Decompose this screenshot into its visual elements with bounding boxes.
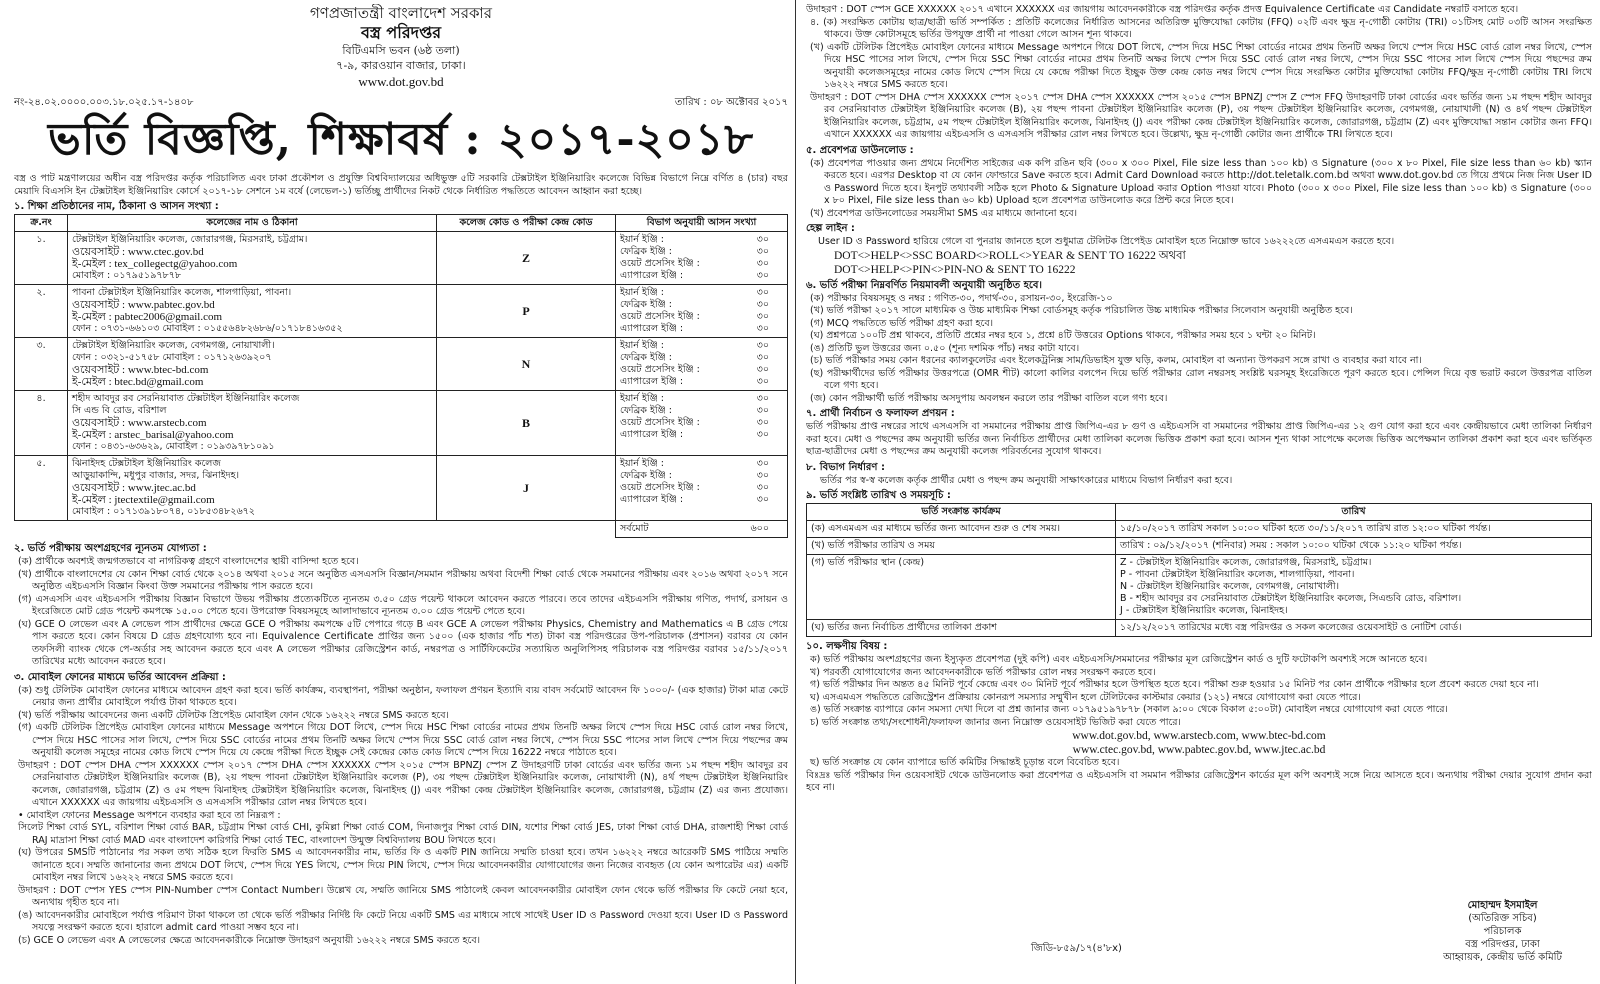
helpline-text: User ID ও Password হারিয়ে গেলে বা পুনরায় জানতে হলে শুধুমাত্র টেলিটক প্রিপেইড মোবাইল হতে নিম্নোক্ত ভাবে ১৬২২২তে এসএমএস করতে হবে। — [818, 236, 1395, 247]
section-3-title: ৩. মোবাইল ফোনের মাধ্যমে ভর্তির আবেদন প্রক্রিয়া : — [14, 671, 226, 683]
college-detail-line: আড়ুয়াকান্দি, মধুপুর বাজার, সদর, ঝিনাইদহ। — [72, 470, 240, 481]
college-serial: ৫. — [15, 456, 68, 521]
dept-name: ফেব্রিক ইঞ্জি : — [620, 299, 672, 310]
college-row — [15, 285, 788, 338]
section-2-title: ২. ভর্তি পরীক্ষায় অংশগ্রহণের ন্যূনতম যোগ্যতা : — [14, 543, 207, 554]
college-seats — [616, 338, 788, 391]
college-details — [68, 232, 437, 285]
dept-seats: ৩০ — [756, 364, 769, 375]
college-table-body — [15, 232, 788, 538]
schedule-date-line: B - শহীদ আবদুর রব সেরনিয়াবাত টেক্সটাইল ইঞ্জিনিয়ারিং কলেজ, সিএন্ডবি রোড, বরিশাল। — [1120, 593, 1462, 604]
dept-name: ওয়েট প্রসেসিং ইঞ্জি : — [620, 258, 700, 269]
col-code: কলেজ কোড ও পরীক্ষা কেন্দ্র কোড — [437, 215, 616, 232]
seat-row — [620, 311, 783, 323]
seat-row — [620, 458, 783, 470]
dept-name: এ্যাপারেল ইঞ্জি : — [620, 323, 684, 334]
seat-row — [620, 340, 783, 352]
address: ৭-৯, কারওয়ান বাজার, ঢাকা। — [336, 59, 466, 72]
college-serial: ২. — [15, 285, 68, 338]
notable-item: খ) পরবর্তী যোগাযোগের জন্য আবেদনকারীকে ভর্তি পরীক্ষার রোল নম্বর সংরক্ষণ করতে হবে। — [810, 666, 1156, 678]
seat-row — [620, 417, 783, 429]
helpline-sms-1: DOT<>HELP<>SSC BOARD<>ROLL<>YEAR & SENT TO 16222 অথবা — [834, 249, 1186, 262]
exam-rule-item: (ঙ) প্রতিটি ভুল উত্তরের জন্য ০.৫০ (শূন্য দশমিক পাঁচ) নম্বর কাটা যাবে। — [810, 342, 1080, 354]
college-code: Z — [437, 232, 616, 285]
seat-row — [620, 393, 783, 405]
col-college: কলেজের নাম ও ঠিকানা — [68, 215, 437, 232]
schedule-col-date: তারিখ — [1116, 504, 1592, 521]
college-detail-line: সি এন্ড বি রোড, বরিশাল — [72, 405, 167, 416]
schedule-body — [807, 521, 1592, 637]
schedule-activity: (গ) ভর্তি পরীক্ষার স্থান (কেন্দ্র) — [807, 555, 1116, 620]
dept-seats: ৩০ — [756, 311, 769, 322]
college-seats — [616, 285, 788, 338]
dept-seats: ৩০ — [756, 287, 769, 298]
college-detail-line: ই-মেইল : tex_collegectg@yahoo.com — [72, 258, 238, 270]
right-column — [806, 4, 1592, 980]
section-6-title: ৬. ভর্তি পরীক্ষা নিম্নবর্ণিত নিয়মাবলী অনুযায়ী অনুষ্ঠিত হবে। — [806, 279, 1042, 291]
college-table-header — [15, 215, 788, 232]
building-name: বিটিএমসি ভবন (৬ষ্ঠ তলা) — [342, 44, 460, 57]
college-seats — [616, 391, 788, 456]
signatory-name: মোহাম্মদ ইসমাইল — [1467, 900, 1538, 911]
college-details — [68, 285, 437, 338]
final-note: ছ) ভর্তি সংক্রান্ত যে কোন ব্যাপারে ভর্তি কমিটির সিদ্ধান্তই চূড়ান্ত বলে বিবেচিত হবে। — [810, 757, 1120, 768]
schedule-date-line: J - টেক্সটাইল ইঞ্জিনিয়ারিং কলেজ, ঝিনাইদহ। — [1120, 605, 1288, 616]
dept-name: ফেব্রিক ইঞ্জি : — [620, 405, 672, 416]
exam-rule-item: (খ) ভর্তি পরীক্ষা ২০১৭ সালে মাধ্যমিক ও উচ্চ মাধ্যমিক শিক্ষা বোর্ডসমূহ কর্তৃক পরিচালিত উচ্চ মাধ্যমিক পরীক্ষার সিলেবাস অনুযায়ী অনুষ্ঠিত হবে। — [810, 305, 1353, 316]
exam-rule-item: (ঘ) প্রশ্নপত্রে ১০০টি প্রশ্ন থাকবে, প্রতিটি প্রশ্নের নম্বর হবে ১, প্রশ্নে ৪টি উত্তরের Options থাকবে, পরীক্ষার সময় হবে ১ ঘন্টা ২০ মিনিট। — [810, 330, 1316, 341]
college-detail-line: টেক্সটাইল ইঞ্জিনিয়ারিং কলেজ, জোরারগঞ্জ, মিরসরাই, চট্টগ্রাম। — [72, 234, 308, 245]
seat-row — [620, 494, 783, 506]
seat-row — [620, 270, 783, 282]
eligibility-item: (গ) এসএসসি এবং এইচএসসি পরীক্ষায় বিজ্ঞান বিভাগে উভয় পরীক্ষায় প্রত্যেকটিতে ন্যূনতম ৩.৫০ গ্রেড পয়েন্ট থাকলে আবেদন করতে পারবে। তবে তাদের এইচএসসি পরীক্ষায় গণিত, পদার্থ, রসায়ন ও ইংরেজিতে মোট গ্রেড পয়েন্ট কমপক্ষে ১৫.০০ পেতে হবে। উপরোক্ত বিষয়সমূহে আলাদাভাবে ন্যূনতম ৩.০০ গ্রেড পয়েন্ট পেতে হবে। — [18, 593, 788, 617]
dept-name: ইয়ার্ন ইঞ্জি : — [620, 393, 664, 404]
signatory-committee: আহ্বায়ক, কেন্দ্রীয় ভর্তি কমিটি — [1443, 952, 1562, 963]
college-code: J — [437, 456, 616, 521]
seat-row — [620, 352, 783, 364]
dept-seats: ৩০ — [756, 393, 769, 404]
exam-rule-item: (ক) পরীক্ষার বিষয়সমূহ ও নম্বর : গণিত-৩০, পদার্থ-৩০, রসায়ন-৩০, ইংরেজি-১০ — [810, 292, 1113, 304]
college-detail-line: ওয়েবসাইট : www.arstecb.com — [72, 417, 207, 429]
special-note: বিঃদ্রঃ ভর্তি পরীক্ষার দিন ওয়েবসাইট থেকে ডাউনলোড করা প্রবেশপত্র ও এইচএসসি বা সমমান পরীক্ষার রেজিস্ট্রেশন কার্ডের মূল কপি অবশ্যই সঙ্গে নিয়ে আসতে হবে। অন্যথায় পরীক্ষা দেয়ার সুযোগ প্রদান করা হবে না। — [806, 769, 1592, 793]
schedule-date — [1116, 620, 1592, 637]
dept-seats: ৩০ — [756, 482, 769, 493]
dept-seats: ৩০ — [756, 376, 769, 387]
signatory-role: (অতিরিক্ত সচিব) — [1468, 913, 1537, 924]
dept-seats: ৩০ — [756, 429, 769, 440]
college-serial: ৩. — [15, 338, 68, 391]
college-detail-line: ই-মেইল : btec.bd@gmail.com — [72, 376, 204, 388]
college-detail-line: মোবাইল : ০১৭৯৫১৯৭৮৭৮ — [72, 270, 182, 281]
memo-line — [14, 96, 788, 110]
college-detail-line: ওয়েবসাইট : www.jtec.ac.bd — [72, 482, 196, 494]
schedule-activity: (খ) ভর্তি পরীক্ষার তারিখ ও সময় — [807, 538, 1116, 555]
college-detail-line: ওয়েবসাইট : www.pabtec.gov.bd — [72, 299, 215, 311]
section-8-text: ভর্তির পর স্ব-স্ব কলেজ কর্তৃক প্রার্থীর মেধা ও পছন্দ ক্রম অনুযায়ী সাক্ষাৎকারের মাধ্যমে বিভাগ নির্ধারণ করা হবে। — [820, 474, 1233, 486]
ad-code: জিডি-৮৫৯/১৭(৪'৮x) — [1031, 943, 1122, 954]
dept-seats: ৩০ — [756, 234, 769, 245]
college-detail-line: ফোন : ০৪৩১-৬৩৬২৯, মোবাইল : ০১৯৩৯৭৮১০৯১ — [72, 441, 275, 452]
department-name: বস্ত্র পরিদপ্তর — [360, 23, 442, 42]
seat-row — [620, 482, 783, 494]
dept-seats: ৩০ — [756, 323, 769, 334]
schedule-row — [807, 521, 1592, 538]
application-step: সিলেট শিক্ষা বোর্ড SYL, বরিশাল শিক্ষা বোর্ড BAR, চট্টগ্রাম শিক্ষা বোর্ড CHI, কুমিল্লা শিক্ষা বোর্ড COM, দিনাজপুর শিক্ষা বোর্ড DIN, যশোর শিক্ষা বোর্ড JES, ঢাকা শিক্ষা বোর্ড DHA, রাজশাহী শিক্ষা বোর্ড RAJ মাদ্রাসা শিক্ষা বোর্ড MAD এবং বাংলাদেশ কারিগরি শিক্ষা বোর্ড TEC, বাংলাদেশ উন্মুক্ত বিশ্ববিদ্যালয় BOU লিখতে হবে। — [18, 822, 788, 846]
letterhead — [14, 4, 788, 90]
helpline-sms-2: DOT<>HELP<>PIN<>PIN-NO & SENT TO 16222 — [834, 263, 1076, 276]
college-row — [15, 232, 788, 285]
seat-row — [620, 258, 783, 270]
college-detail-line: শহীদ আবদুর রব সেরনিয়াবাত টেক্সটাইল ইঞ্জিনিয়ারিং কলেজ — [72, 393, 300, 404]
dept-seats: ৩০ — [756, 494, 769, 505]
dept-seats: ৩০ — [756, 417, 769, 428]
schedule-header — [807, 504, 1592, 521]
eligibility-item: (ঘ) GCE O লেভেল এবং A লেভেল পাস প্রার্থীদের ক্ষেত্রে GCE O পরীক্ষায় কমপক্ষে ৫টি পেপারে গড়ে B এবং GCE A লেভেল পরীক্ষায় Physics, Chemistry and Mathematics এ B গ্রেড পেয়ে পাস করতে হবে। কোন বিষয়ে D গ্রেড গ্রহণযোগ্য হবে না। Equivalence Certificate প্রাপ্তির জন্য ১৫০০ (এক হাজার পাঁচ শত) টাকা বস্ত্র পরিদপ্তরের উপ-পরিচালক (প্রশাসন) বরাবর যে কোন তফসিলী ব্যাংক থেকে পে-অর্ডার সহ আবেদন করতে হবে এবং A লেভেল পরীক্ষার রেজিস্ট্রেশন কার্ড, নম্বরপত্র ও সার্টিফিকেটের সত্যায়িত অনুলিপিসহ পরিচালক বস্ত্র পরিদপ্তর বরাবর ১৫/১১/২০১৭ তারিখের মধ্যে আবেদন করতে হবে। — [18, 618, 788, 667]
signature-block — [1443, 899, 1562, 964]
college-details — [68, 391, 437, 456]
total-row — [15, 521, 788, 538]
college-row — [15, 338, 788, 391]
signatory-office: বস্ত্র পরিদপ্তর, ঢাকা — [1465, 939, 1540, 950]
schedule-row — [807, 555, 1592, 620]
application-step: উদাহরণ : DOT স্পেস YES স্পেস PIN-Number স্পেস Contact Number। উল্লেখ যে, সম্মতি জানিয়ে SMS পাঠালেই কেবল আবেদনকারীর মোবাইল ফোন থেকে ভর্তি পরীক্ষার ফি কেটে নেয়া হবে, অন্যথায় গৃহীত হবে না। — [18, 884, 788, 908]
admit-card-item: (ক) প্রবেশপত্র পাওয়ার জন্য প্রথমে নির্দেশিত সাইজের এক কপি রঙিন ছবি (৩০০ x ৩০০ Pixel, File size less than ১০০ kb) ও Signature (৩০০ x ৮০ Pixel, File size less than ৬০ kb) স্ক্যান করতে হবে। এরপর Desktop বা যে কোন ফোল্ডারে Save করতে হবে। Admit Card Download করতে http://dot.teletalk.com.bd অথবা www.dot.gov.bd তে গিয়ে প্রথমে নিজ নিজ User ID ও Password দিতে হবে। ইনপুট তথ্যাবলী সঠিক হলে Photo & Signature Upload করার Option পাওয়া যাবে। Photo (৩০০ x ৩০০ Pixel, File size less than ১০০ kb) ও Signature (৩০০ x ৮০ Pixel, File size less than ৬০ kb) Upload হলে প্রবেশপত্র ডাউনলোড করে প্রিন্ট করে নিতে হবে। — [810, 157, 1592, 206]
college-code: N — [437, 338, 616, 391]
dept-name: এ্যাপারেল ইঞ্জি : — [620, 270, 684, 281]
schedule-row — [807, 538, 1592, 555]
dept-seats: ৩০ — [756, 352, 769, 363]
dept-seats: ৩০ — [756, 299, 769, 310]
college-code: B — [437, 391, 616, 456]
col-seats: বিভাগ অনুযায়ী আসন সংখ্যা — [616, 215, 788, 232]
dept-name: ইয়ার্ন ইঞ্জি : — [620, 234, 664, 245]
exam-rule-item: (ছ) পরীক্ষার্থীদের ভর্তি পরীক্ষার উত্তরপত্রে (OMR শীট) কালো কালির বলপেন দিয়ে ভর্তি পরীক্ষার রোল নম্বরসহ সংশ্লিষ্ট ঘরসমূহ ইংরেজিতে পূরণ করতে হবে। পেন্সিল দিয়ে বৃত্ত ভরাট করলে উত্তরপত্র বাতিল বলে গণ্য হবে। — [810, 367, 1592, 391]
schedule-row — [807, 620, 1592, 637]
college-detail-line: ওয়েবসাইট : www.btec-bd.com — [72, 364, 209, 376]
dept-seats: ৩০ — [756, 470, 769, 481]
government-name: গণপ্রজাতন্ত্রী বাংলাদেশ সরকার — [309, 4, 493, 22]
schedule-activity: (ক) এসএমএস এর মাধ্যমে ভর্তির জন্য আবেদন শুরু ও শেষ সময়। — [807, 521, 1116, 538]
seat-row — [620, 376, 783, 388]
dept-name: ওয়েট প্রসেসিং ইঞ্জি : — [620, 417, 700, 428]
memo-number: নং-২৪.০২.০০০০.০০৩.১৮.০২৫.১৭-১৪০৮ — [14, 97, 194, 108]
seat-row — [620, 405, 783, 417]
column-divider — [795, 0, 796, 984]
total-label: সর্বমোট — [620, 523, 649, 534]
application-step: (ঙ) আবেদনকারীর মোবাইলে পর্যাপ্ত পরিমাণ টাকা থাকলে তা থেকে ভর্তি পরীক্ষার নির্দিষ্ট ফি কেটে নিয়ে একটি SMS এর মাধ্যমে সাথে সাথেই User ID ও Password দেওয়া হবে। User ID ও Password সযত্নে সংরক্ষণ করতে হবে। হারালে admit card পাওয়া সম্ভব হবে না। — [18, 909, 788, 933]
left-column — [14, 4, 788, 980]
college-code: P — [437, 285, 616, 338]
website: www.dot.gov.bd — [358, 74, 444, 89]
college-seats — [616, 456, 788, 521]
section-8-title: ৮. বিভাগ নির্ধারণ : — [806, 461, 885, 473]
seat-row — [620, 299, 783, 311]
schedule-date — [1116, 538, 1592, 555]
section-5-title: ৫. প্রবেশপত্র ডাউনলোড : — [806, 144, 914, 156]
helpline-title: হেল্প লাইন : — [806, 223, 855, 234]
schedule-date — [1116, 521, 1592, 538]
section-1-title: ১. শিক্ষা প্রতিষ্ঠানের নাম, ঠিকানা ও আসন সংখ্যা : — [14, 201, 219, 212]
dept-name: ইয়ার্ন ইঞ্জি : — [620, 458, 664, 469]
seat-row — [620, 287, 783, 299]
seat-row — [620, 429, 783, 441]
notable-item: ঘ) এসএমএস পদ্ধতিতে রেজিস্ট্রেশন প্রক্রিয়ায় কোনরূপ সমস্যার সম্মুখীন হলে টেলিটকের কাস্টমার কেয়ার (১২১) নম্বরে যোগাযোগ করা যেতে পারে। — [810, 691, 1361, 703]
schedule-date-line: N - টেক্সটাইল ইঞ্জিনিয়ারিং কলেজ, বেগমগঞ্জ, নোয়াখালী। — [1120, 581, 1340, 592]
application-step: (গ) একটি টেলিটক প্রিপেইড মোবাইল ফোনের মাধ্যমে Message অপশনে গিয়ে DOT লিখে, স্পেস দিয়ে HSC শিক্ষা বোর্ডের নামের প্রথম তিনটি অক্ষর লিখে স্পেস দিয়ে HSC বোর্ড রোল নম্বর লিখে, স্পেস দিয়ে HSC পাসের সাল লিখে, স্পেস দিয়ে SSC বোর্ডের নামের প্রথম তিনটি অক্ষর লিখে স্পেস দিয়ে SSC বোর্ড রোল নম্বর লিখে, স্পেস দিয়ে SSC পাসের সাল লিখে স্পেস দিয়ে পছন্দের ক্রম অনুযায়ী কলেজ সমূহের নামের কোড লিখে স্পেস দিয়ে যে কেন্দ্রে পরীক্ষা দিতে ইচ্ছুক সেই কেন্দ্রের কোড কোড লিখে স্পেস দিয়ে 16222 নম্বরে পাঠাতে হবে। — [18, 722, 788, 758]
college-detail-line: ই-মেইল : jtectextile@gmail.com — [72, 494, 215, 506]
seat-row — [620, 234, 783, 246]
dept-seats: ৩০ — [756, 270, 769, 281]
college-serial: ১. — [15, 232, 68, 285]
schedule-date-line: ১২/১২/২০১৭ তারিখের মধ্যে বস্ত্র পরিদপ্তর ও সকল কলেজের ওয়েবসাইট ও নোটিশ বোর্ড। — [1120, 622, 1462, 633]
application-step: (চ) GCE O লেভেল এবং A লেভেলের ক্ষেত্রে আবেদনকারীকে নিম্নোক্ত উদাহরণ অনুযায়ী ১৬২২২ নম্বরে SMS করতে হবে। — [18, 934, 481, 946]
dept-name: ইয়ার্ন ইঞ্জি : — [620, 340, 664, 351]
exam-rule-item: (চ) ভর্তি পরীক্ষার সময় কোন ধরনের ক্যালকুলেটর এবং ইলেকট্রনিক্স সাম/ডিভাইস যুক্ত ঘড়ি, কলম, মোবাইল বা অন্যান্য উপকরণ সঙ্গে রাখা ও ব্যবহার করা যাবে না। — [810, 355, 1422, 366]
notable-item: ক) ভর্তি পরীক্ষায় অংশগ্রহণের জন্য ইস্যুকৃত প্রবেশপত্র (দুই কপি) এবং এইচএসসি/সমমানের পরীক্ষার মূল রেজিস্ট্রেশন কার্ড ও দুটি ফটোকপি অবশ্যই সঙ্গে আনতে হবে। — [810, 654, 1428, 665]
application-step: (ক) শুধু টেলিটক মোবাইল ফোনের মাধ্যমে আবেদন গ্রহণ করা হবে। ভর্তি কার্যক্রম, ব্যবস্থাপনা, পরীক্ষা অনুষ্ঠান, ফলাফল প্রণয়ন ইত্যাদি ব্যয় বাবদ সর্বমোট আবেদন ফি ১০০০/- (এক হাজার) টাকা মাত্র কেটে নেয়ার জন্য প্রার্থীর মোবাইলে পর্যাপ্ত টাকা থাকতে হবে। — [18, 684, 788, 708]
section-7-text: ভর্তি পরীক্ষায় প্রাপ্ত নম্বরের সাথে এসএসসি বা সমমানের পরীক্ষায় প্রাপ্ত জিপিএ-এর ৮ গুণ ও এইচএসসি বা সমমানের পরীক্ষায় প্রাপ্ত জিপিএ-এর ১২ গুণ যোগ করা হবে এবং কেন্দ্রীয়ভাবে মেধা তালিকা নির্ধারণ করা হবে। মেধা ও পছন্দের ক্রম অনুযায়ী ভর্তির জন্য নির্বাচিত প্রার্থীদের মেধা তালিকা কলেজ ভিত্তিক প্রকাশ করা হবে। আসন শূন্য থাকা সাপেক্ষে কলেজ ভিত্তিক অপেক্ষমান তালিকা প্রকাশ করা হবে এবং ভর্তিকৃত ছাত্র-ছাত্রীদের মেধা ও পছন্দের ক্রম অনুযায়ী কলেজ পরিবর্তনের সুযোগ থাকবে। — [806, 421, 1592, 457]
application-step: (ঘ) উপরের SMSটি পাঠানোর পর সকল তথ্য সঠিক হলে ফিরতি SMS এ আবেদনকারীর নাম, ভর্তির ফি ও একটি PIN জানিয়ে সম্মতি চাওয়া হবে। তখন ১৬২২২ নম্বরে আরেকটি SMS পাঠিয়ে সম্মতি জানাতে হবে। সম্মতি জানানোর জন্য প্রথমে DOT লিখে, স্পেস দিয়ে YES লিখে, স্পেস দিয়ে PIN লিখে, স্পেস দিয়ে আবেদনকারীর যোগাযোগের জন্য নিজের ব্যবহৃত (যে কোন অপারেটর এর) একটি মোবাইল নম্বর লিখে ১৬২২২ নম্বরে SMS করতে হবে। — [18, 847, 788, 883]
college-detail-line: ঝিনাইদহ টেক্সটাইল ইঞ্জিনিয়ারিং কলেজ — [72, 458, 221, 469]
websites-line-1: www.dot.gov.bd, www.arstecb.com, www.btec-bd.com — [1072, 730, 1326, 742]
dept-name: ইয়ার্ন ইঞ্জি : — [620, 287, 664, 298]
dept-seats: ৩০ — [756, 340, 769, 351]
application-step: উদাহরণ : DOT স্পেস DHA স্পেস XXXXXX স্পেস ২০১৭ স্পেস DHA স্পেস XXXXXX স্পেস ২০১৫ স্পেস BPNZJ স্পেস Z উদাহরণটি ঢাকা বোর্ডের এবং ভর্তির জন্য ১ম পছন্দ শহীদ আবদুর রব সেরনিয়াবাত টেক্সটাইল ইঞ্জিনিয়ারিং কলেজ (B), ২য় পছন্দ পাবনা টেক্সটাইল ইঞ্জিনিয়ারিং কলেজ (P), ৩য় পছন্দ টেক্সটাইল ইঞ্জিনিয়ারিং কলেজ, নোয়াখালী (N), ৪র্থ পছন্দ টেক্সটাইল ইঞ্জিনিয়ারিং কলেজ, জোরারগঞ্জ, চট্টগ্রাম (Z) ও ৫ম পছন্দ ঝিনাইদহ টেক্সটাইল ইঞ্জিনিয়ারিং কলেজ, ঝিনাইদহ (J) এবং পরীক্ষা কেন্দ্র টেক্সটাইল ইঞ্জিনিয়ারিং কলেজ, জোরারগঞ্জ, চট্টগ্রাম (Z) এর জন্য প্রযোজ্য। এখানে XXXXXX এর জায়গায় এইচএসসি ও এসএসসি পরীক্ষার রোল নম্বর লিখতে হবে। — [18, 759, 788, 808]
dept-name: ওয়েট প্রসেসিং ইঞ্জি : — [620, 364, 700, 375]
notable-item: ঙ) ভর্তি সংক্রান্ত ব্যাপারে কোন সমস্যা দেখা দিলে বা প্রশ্ন জানার জন্য ০১৭৯৫১৯৭৮৭৮ (সকাল ৯:০০ থেকে বিকাল ৫:০০টা) মোবাইল নম্বরে যোগাযোগ করা যেতে পারে। — [810, 704, 1448, 715]
dept-name: ওয়েট প্রসেসিং ইঞ্জি : — [620, 311, 700, 322]
college-table — [14, 214, 788, 538]
quota-item: উদাহরণ : DOT স্পেস DHA স্পেস XXXXXX স্পেস ২০১৭ স্পেস DHA স্পেস XXXXXX স্পেস ২০১৫ স্পেস BPNZJ স্পেস Z স্পেস FFQ উদাহরণটি ঢাকা বোর্ডের এবং ভর্তির জন্য ১ম পছন্দ শহীদ আবদুর রব সেরনিয়াবাত টেক্সটাইল ইঞ্জিনিয়ারিং কলেজ (B), ২য় পছন্দ পাবনা টেক্সটাইল ইঞ্জিনিয়ারিং কলেজ (P), ৩য় পছন্দ টেক্সটাইল ইঞ্জিনিয়ারিং কলেজ, বেগমগঞ্জ, নোয়াখালী (N) ও ৪র্থ পছন্দ টেক্সটাইল ইঞ্জিনিয়ারিং কলেজ, চট্টগ্রাম, ৫ম পছন্দ টেক্সটাইল ইঞ্জিনিয়ারিং কলেজ, ঝিনাইদহ (J) এবং পরীক্ষা কেন্দ্র টেক্সটাইল ইঞ্জিনিয়ারিং কলেজ, জোরারগঞ্জ, চট্টগ্রাম (Z) এবং মুক্তিযোদ্ধা সন্তান কোটার জন্য FFQ। এখানে XXXXXX এর জায়গায় এইচএসসি ও এসএসসি পরীক্ষার রোল নম্বর লিখতে হবে। উল্লেখ্য, ক্ষুদ্র নৃ-গোষ্ঠী কোটার জন্য প্রার্থীকে TRI লিখতে হবে। — [810, 91, 1592, 140]
total-line — [620, 523, 783, 535]
dept-name: এ্যাপারেল ইঞ্জি : — [620, 376, 684, 387]
intro-paragraph: বস্ত্র ও পাট মন্ত্রণালয়ের অধীন বস্ত্র পরিদপ্তর কর্তৃক পরিচালিত এবং ঢাকা প্রকৌশল ও প্রযুক্তি বিশ্ববিদ্যালয়ের অধিভুক্ত ৫টি সরকারি টেক্সটাইল ইঞ্জিনিয়ারিং কলেজে বিভিন্ন বিভাগে নিম্নে বর্ণিত ৪ (চার) বছর মেয়াদি বিএসসি ইন টেক্সটাইল ইঞ্জিনিয়ারিং কোর্সে ২০১৭-১৮ সেশনে ১ম বর্ষে (লেভেল-১) ভর্তিচ্ছু প্রার্থীদের নিকট থেকে নির্ধারিত পদ্ধতিতে আবেদন আহ্বান করা হচ্ছে। — [14, 173, 788, 197]
total-spacer — [15, 521, 616, 538]
dept-name: ফেব্রিক ইঞ্জি : — [620, 352, 672, 363]
schedule-date-line: P - পাবনা টেক্সটাইল ইঞ্জিনিয়ারিং কলেজ, শালগাড়িয়া, পাবনা। — [1120, 569, 1355, 580]
schedule-date-line: ১৫/১০/২০১৭ তারিখ সকাল ১০:০০ ঘটিকা হতে ৩০/১১/২০১৭ তারিখ রাত ১২:০০ ঘটিকা পর্যন্ত। — [1120, 523, 1491, 534]
dept-name: এ্যাপারেল ইঞ্জি : — [620, 429, 684, 440]
dept-seats: ৩০ — [756, 458, 769, 469]
dept-seats: ৩০ — [756, 246, 769, 257]
college-detail-line: ফোন : ০৭৩১-৬৬১০৩ মোবাইল : ০১৫৫৬৪৮২৬৮৬/০১৭১৮৪১৬৩৫২ — [72, 323, 343, 334]
college-detail-line: মোবাইল : ০১৭১৩৯১৮০৭৪, ০১৮৫৩৪৮২৬৭২ — [72, 506, 255, 517]
admit-card-item: (খ) প্রবেশপত্র ডাউনলোডের সময়সীমা SMS এর মাধ্যমে জানানো হবে। — [810, 207, 1078, 219]
dept-seats: ৩০ — [756, 258, 769, 269]
exam-rule-item: (গ) MCQ পদ্ধতিতে ভর্তি পরীক্ষা গ্রহণ করা হবে। — [810, 317, 994, 329]
memo-date: তারিখ : ০৮ অক্টোবর ২০১৭ — [674, 97, 788, 108]
schedule-date-line: Z - টেক্সটাইল ইঞ্জিনিয়ারিং কলেজ, জোরারগঞ্জ, মিরসরাই, চট্টগ্রাম। — [1120, 557, 1372, 568]
seat-row — [620, 323, 783, 335]
seat-row — [620, 364, 783, 376]
college-detail-line: ই-মেইল : arstec_barisal@yahoo.com — [72, 429, 234, 441]
application-step: (খ) ভর্তি পরীক্ষায় আবেদনের জন্য একটি টেলিটক প্রিপেইড মোবাইল ফোন থেকে ১৬২২২ নম্বরে SMS করতে হবে। — [18, 709, 449, 721]
schedule-activity: (ঘ) ভর্তির জন্য নির্বাচিত প্রার্থীদের তালিকা প্রকাশ — [807, 620, 1116, 637]
college-serial: ৪. — [15, 391, 68, 456]
total-value: ৬০০ — [750, 523, 769, 534]
college-row — [15, 391, 788, 456]
college-detail-line: ওয়েবসাইট : www.ctec.gov.bd — [72, 246, 204, 258]
application-step: • মোবাইল ফোনের Message অপশনে ব্যবহার করা হবে তা নিম্নরূপ : — [18, 809, 281, 821]
signatory-title: পরিচালক — [1483, 926, 1522, 937]
section-9-title: ৯. ভর্তি সংশ্লিষ্ট তারিখ ও সময়সূচি : — [806, 490, 951, 501]
dept-name: ওয়েট প্রসেসিং ইঞ্জি : — [620, 482, 700, 493]
col-serial: ক্র.নং — [15, 215, 68, 232]
dept-seats: ৩০ — [756, 405, 769, 416]
notable-item: চ) ভর্তি সংক্রান্ত তথ্য/সংশোধনী/ফলাফল জানার জন্য নিম্নোক্ত ওয়েবসাইট ভিজিট করা যেতে পারে। — [810, 716, 1181, 728]
quota-item: (খ) একটি টেলিটক প্রিপেইড মোবাইল ফোনের মাধ্যমে Message অপশনে গিয়ে DOT লিখে, স্পেস দিয়ে HSC শিক্ষা বোর্ডের নামের প্রথম তিনটি অক্ষর লিখে স্পেস দিয়ে HSC বোর্ড রোল নম্বর লিখে, স্পেস দিয়ে HSC পাসের সাল লিখে, স্পেস দিয়ে SSC শিক্ষা বোর্ডের নামের প্রথম তিনটি অক্ষর লিখে স্পেস দিয়ে SSC বোর্ড রোল নম্বর লিখে, স্পেস দিয়ে SSC পাসের সাল লিখে স্পেস দিয়ে পছন্দের ক্রম অনুযায়ী কলেজসমূহের নামের কোড লিখে স্পেস দিয়ে যে কেন্দ্রে পরীক্ষা দিতে ইচ্ছুক উক্ত কেন্দ্র কোড নম্বর লিখে স্পেস দিয়ে সংরক্ষিত কোটার মুক্তিযোদ্ধা কোটায় FFQ/ক্ষুদ্র নৃ-গোষ্ঠী কোটায় TRI লিখে ১৬২২২ নম্বরে SMS করতে হবে। — [810, 41, 1592, 90]
section-5-items — [806, 158, 1592, 221]
college-details — [68, 456, 437, 521]
schedule-date-line: তারিখ : ০৯/১২/২০১৭ (শনিবার) সময় : সকাল ১০:০০ ঘটিকা থেকে ১১:২০ ঘটিকা পর্যন্ত। — [1120, 540, 1462, 551]
section-3-items — [14, 685, 788, 948]
college-details — [68, 338, 437, 391]
notable-item: গ) ভর্তি পরীক্ষার দিন অন্তত ৪৫ মিনিট পূর্বে কেন্দ্রে এবং ৩০ মিনিট পূর্বে পরীক্ষার হলে উপস্থিত হতে হবে। পরীক্ষা শুরু হওয়ার ১৫ মিনিট পর কোন প্রার্থীকে পরীক্ষার হলে প্রবেশ করতে দেয়া হবে না। — [810, 679, 1539, 690]
quota-item: ৪. (ক) সংরক্ষিত কোটায় ছাত্র/ছাত্রী ভর্তি সম্পর্কিত : প্রতিটি কলেজের নির্ধারিত আসনের অতিরিক্ত মুক্তিযোদ্ধা কোটায় (FFQ) ০২টি এবং ক্ষুদ্র নৃ-গোষ্ঠী কোটায় (TRI) ০১টিসহ মোট ০৩টি আসন সংরক্ষিত থাকবে। উক্ত কোটাসমূহে ভর্তির উপযুক্ত প্রার্থী না পাওয়া গেলে আসন শূন্য থাকবে। — [810, 16, 1592, 40]
schedule-col-activity: ভর্তি সংক্রান্ত কার্যক্রম — [807, 504, 1116, 521]
dept-name: এ্যাপারেল ইঞ্জি : — [620, 494, 684, 505]
eligibility-item: (ক) প্রার্থীকে অবশ্যই জন্মগতভাবে বা নাগরিকত্ব গ্রহণে বাংলাদেশের স্থায়ী বাসিন্দা হতে হবে। — [18, 556, 359, 567]
college-row — [15, 456, 788, 521]
schedule-table — [806, 503, 1592, 637]
section-10-title: ১০. লক্ষণীয় বিষয় : — [806, 641, 888, 652]
seat-row — [620, 470, 783, 482]
gce-example: উদাহরণ : DOT স্পেস GCE XXXXXX ২০১৭ এখানে XXXXXX এর জায়গায় আবেদনকারীকে বস্ত্র পরিদপ্তর কর্তৃক প্রদত্ত Equivalence Certificate এর Candidate নম্বরটি বসাতে হবে। — [806, 4, 1519, 15]
eligibility-item: (খ) প্রার্থীকে বাংলাদেশের যে কোন শিক্ষা বোর্ড থেকে ২০১৪ অথবা ২০১৫ সনে অনুষ্ঠিত এসএসসি বিজ্ঞান/সমমান পরীক্ষায় অথবা বিদেশী শিক্ষা বোর্ড থেকে সমমানের পরীক্ষায় এবং ২০১৬ অথবা ২০১৭ সনে অনুষ্ঠিত এইচএসসি বিজ্ঞান কিংবা উক্ত সমমানের পরীক্ষায় পাস করতে হবে। — [18, 568, 788, 592]
notice-title: ভর্তি বিজ্ঞপ্তি, শিক্ষাবর্ষ : ২০১৭-২০১৮ — [48, 114, 754, 165]
schedule-date — [1116, 555, 1592, 620]
section-6-items — [806, 293, 1592, 406]
college-seats — [616, 232, 788, 285]
college-detail-line: পাবনা টেক্সটাইল ইঞ্জিনিয়ারিং কলেজ, শালগাড়িয়া, পাবনা। — [72, 287, 292, 298]
college-detail-line: ফোন : ০৩২১-৫১৭৫৮ মোবাইল : ০১৭১২৬৩৯২০৭ — [72, 352, 272, 363]
dept-name: ফেব্রিক ইঞ্জি : — [620, 470, 672, 481]
exam-rule-item: (জ) কোন পরীক্ষার্থী ভর্তি পরীক্ষায় অসদুপায় অবলম্বন করলে তার পরীক্ষা বাতিল বলে গণ্য হবে। — [810, 392, 1168, 404]
seat-row — [620, 246, 783, 258]
section-2-items — [14, 556, 788, 669]
college-detail-line: ই-মেইল : pabtec2006@gmail.com — [72, 311, 223, 323]
section-10-items — [806, 654, 1592, 729]
total-cell — [616, 521, 788, 538]
section-4-items — [806, 17, 1592, 142]
websites-line-2: www.ctec.gov.bd, www.pabtec.gov.bd, www.jtec.ac.bd — [1072, 744, 1326, 756]
college-detail-line: টেক্সটাইল ইঞ্জিনিয়ারিং কলেজ, বেগমগঞ্জ, নোয়াখালী। — [72, 340, 275, 351]
section-7-title: ৭. প্রার্থী নির্বাচন ও ফলাফল প্রণয়ন : — [806, 408, 955, 419]
dept-name: ফেব্রিক ইঞ্জি : — [620, 246, 672, 257]
